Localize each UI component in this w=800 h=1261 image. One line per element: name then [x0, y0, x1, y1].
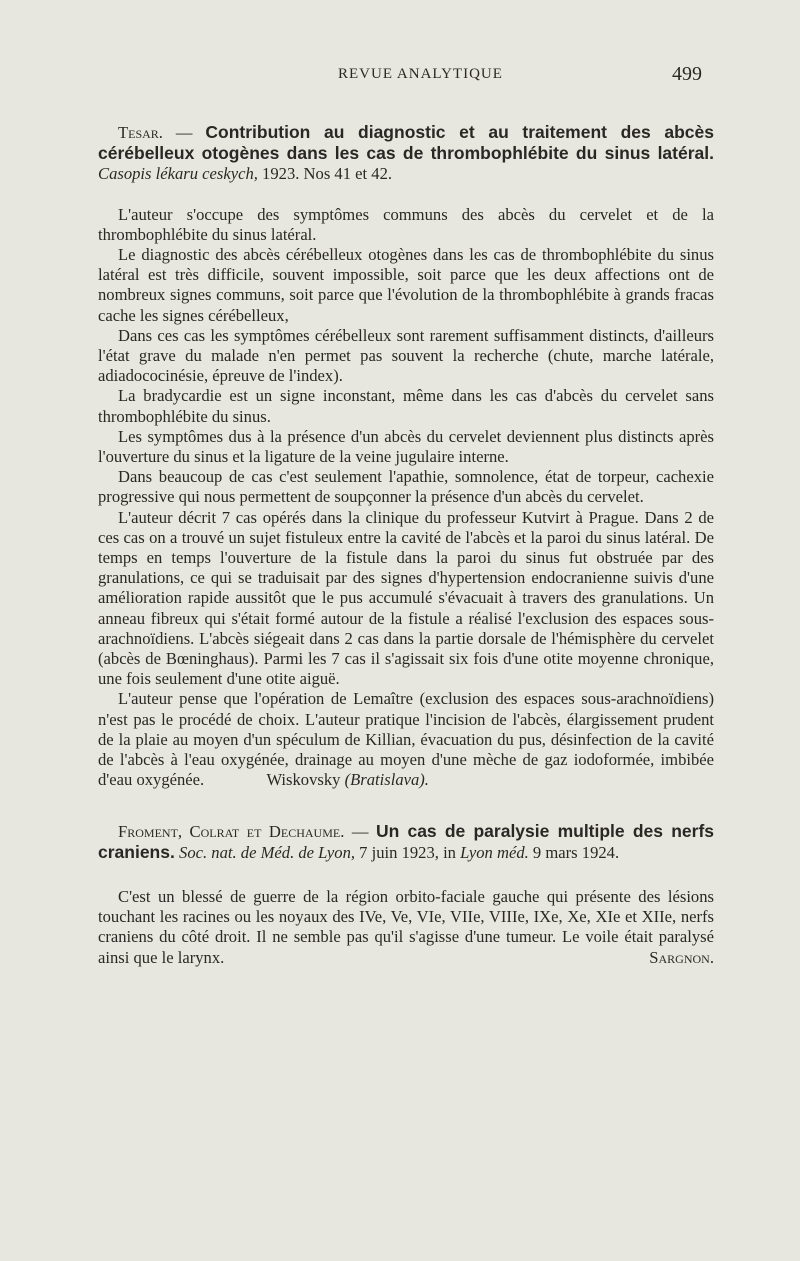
entry-1-signature: Wiskovsky — [266, 770, 341, 790]
entry-1-paragraph: L'auteur s'occupe des symptômes communs des abcès du cervelet et de la thrombophlébite du sinus latéral. — [98, 204, 714, 244]
entry-1-paragraph: Dans beaucoup de cas c'est seulement l'apathie, somnolence, état de torpeur, cachexie progressive qui nous permettent de soupçonner la présence d'un abcès du cervelet. — [98, 467, 714, 507]
entry-1-authors: Tesar. — [118, 123, 163, 142]
entry-1-paragraph: La bradycardie est un signe inconstant, même dans les cas d'abcès du cervelet sans thrombophlébite du sinus. — [98, 386, 714, 426]
entry-2-title: Un cas de paralysie multiple des nerfs craniens. — [98, 820, 714, 862]
entry-1-details: 1923. Nos 41 et 42. — [257, 164, 393, 184]
entry-2-signature: Sargnon. — [649, 947, 714, 967]
running-head — [0, 63, 800, 90]
entry-1-dash: — — [162, 123, 206, 142]
entry-2-details-2: 9 mars 1924. — [528, 842, 620, 862]
entry-2-journal: Soc. nat. de Méd. de Lyon, — [179, 842, 356, 862]
article-content — [98, 122, 714, 968]
entry-2-details: 7 juin 1923, in — [355, 842, 461, 862]
entry-1-last-paragraph — [98, 689, 714, 790]
entry-2-journal-2: Lyon méd. — [460, 842, 529, 862]
entry-1-signature-place: (Bratislava). — [344, 770, 429, 790]
entry-1-paragraph: L'auteur décrit 7 cas opérés dans la clinique du professeur Kutvirt à Prague. Dans 2 de ces cas on a trouvé un sujet fistuleux entre la cavité de l'abcès et la paroi du sinus latéral. De temps en temps l'ouverture de la fistule dans la paroi du sinus fut obstruée par des granulations, ce qui se traduisait par des signes d'hypertension endocranienne suivis d'une amélioration rapide aussitôt que le pus accumulé s'évacuait à travers des granulations. Un anneau fibreux qui s'était formé autour de la fistule a réalisé l'exclusion des espaces sous-arachnoïdiens. L'abcès siégeait dans 2 cas dans la partie dorsale de l'hémisphère du cervelet (abcès de Bœninghaus). Parmi les 7 cas il s'agissait six fois d'une otite moyenne chronique, une fois seulement d'une otite aiguë. — [98, 507, 714, 689]
entry-1-paragraph: Le diagnostic des abcès cérébelleux otogènes dans les cas de thrombophlébite du sinus latéral est très difficile, souvent impossible, soit parce que les deux affections ont de nombreux signes communs, soit parce que l'évolution de la thrombophlébite à grands fracas cache les signes cérébelleux, — [98, 245, 714, 325]
entry-2-dash: — — [344, 821, 376, 841]
entry-1-paragraph: Les symptômes dus à la présence d'un abcès du cervelet deviennent plus distincts après l'ouverture du sinus et la ligature de la veine jugulaire interne. — [98, 426, 714, 467]
entry-1-journal: Casopis lékaru ceskych, — [98, 164, 258, 184]
entry-2-paragraph — [98, 887, 714, 968]
entry-1-paragraph: Dans ces cas les symptômes cérébelleux sont rarement suffisamment distincts, d'ailleurs l'état grave du malade n'en permet pas souvent la recherche (chute, marche latérale, adiadococinésie, épreuve de l'index). — [98, 325, 714, 386]
entry-2-paragraph-text: C'est un blessé de guerre de la région orbito-faciale gauche qui présente des lésions touchant les racines ou les noyaux des IVe, Ve, VIe, VIIe, VIIIe, IXe, Xe, XIe et XIIe, nerfs craniens du côté droit. Il ne semble pas qu'il s'agisse d'une tumeur. Le voile était paralysé ainsi que le larynx. — [98, 886, 714, 967]
page-number: 499 — [672, 63, 702, 85]
entry-2-authors: Froment, Colrat et Dechaume. — [118, 821, 345, 841]
entry-2-heading — [98, 821, 714, 863]
entry-1-title: Contribution au diagnostic et au traitement des abcès cérébelleux otogènes dans les cas de thrombophlébite du sinus latéral. — [98, 122, 715, 164]
running-title: REVUE ANALYTIQUE — [338, 66, 503, 82]
entry-1-paragraph: L'auteur pense que l'opération de Lemaître (exclusion des espaces sous-arachnoïdiens) n'est pas le procédé de choix. L'auteur pratique l'incision de l'abcès, élargissement prudent de la plaie au moyen d'un spéculum de Killian, évacuation du pus, désinfection de la cavité de l'abcès à l'eau oxygénée, drainage au moyen d'une mèche de gaz iodoformée, imbibée d'eau oxygénée. — [98, 689, 714, 790]
entry-1-heading — [98, 122, 714, 185]
